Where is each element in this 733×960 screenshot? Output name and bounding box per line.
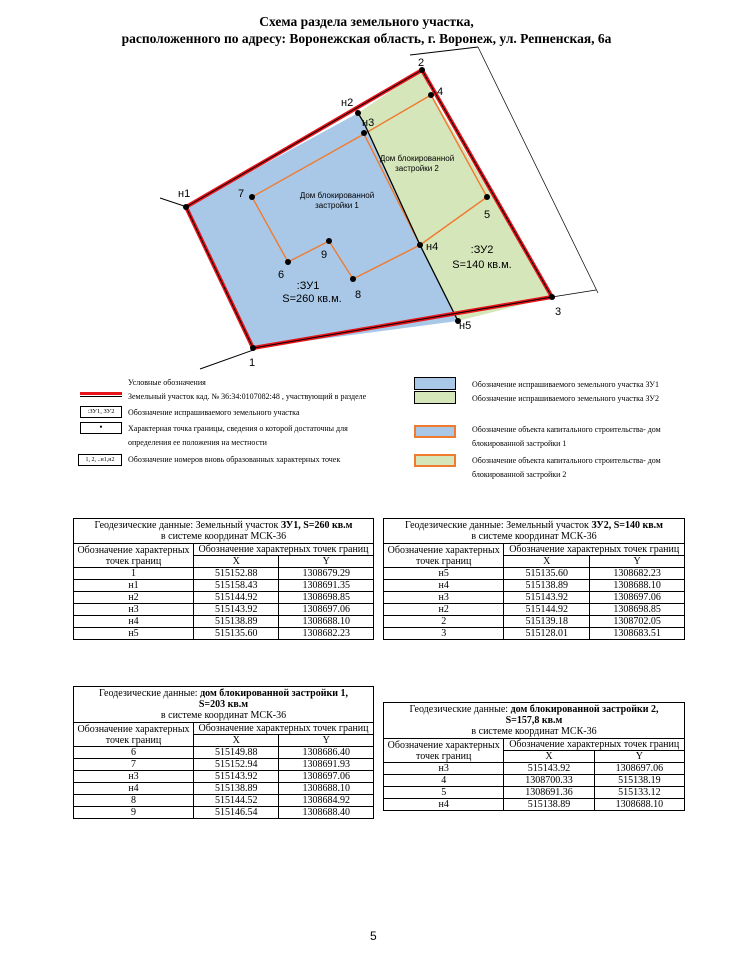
title-line-1: Схема раздела земельного участка, [259,14,474,29]
point-n3 [361,130,367,136]
point-cell: н3 [74,771,194,783]
table-row [384,592,685,604]
legend-point-text-2: определения ее положения на местности [128,438,267,447]
x-cell: 515138.89 [504,580,590,592]
table-house1-title-prefix: Геодезические данные: [99,688,201,699]
point-9 [326,238,332,244]
point-cell: н2 [384,604,504,616]
table-zu1-col-point: Обозначение характерных точек границ [74,544,194,568]
table-house2-title-bold: дом блокированной застройки 2, [510,704,659,715]
table-house2-subtitle: в системе координат МСК-36 [471,726,597,737]
x-cell: 515138.89 [504,799,594,811]
label-point-8: 8 [355,289,362,301]
legend-point-symbol: • [80,422,122,434]
y-cell: 1308679.29 [279,568,374,580]
legend-parcel-swatch [80,392,122,397]
table-zu1-subtitle: в системе координат МСК-36 [160,531,287,542]
table-row [74,747,374,759]
legend-zu1-swatch [414,377,456,390]
legend-numbers-symbol: 1, 2, ..н1,н2 [78,454,122,466]
table-row [384,787,685,799]
x-cell: 515143.92 [504,592,590,604]
table-zu2-title-prefix: Геодезические данные: Земельный участок [405,520,592,531]
label-point-5: 5 [484,209,491,221]
table-row [74,807,374,819]
y-cell: 1308688.10 [279,783,374,795]
table-zu1-col-x: X [194,556,279,568]
point-6 [285,259,291,265]
y-cell: 1308698.85 [279,592,374,604]
zu2-area-label: S=140 кв.м. [452,259,512,271]
y-cell: 1308697.06 [590,592,685,604]
point-7 [249,194,255,200]
point-4 [428,92,434,98]
table-row [384,799,685,811]
y-cell: 1308688.10 [594,799,684,811]
table-row [384,763,685,775]
x-cell: 515138.89 [194,616,279,628]
point-cell: н3 [384,763,504,775]
table-house1-col-coords: Обозначение характерных точек границ [194,723,374,735]
table-house1-title-bold2: S=203 кв.м [198,699,249,710]
table-row [384,616,685,628]
x-cell: 515149.88 [194,747,279,759]
y-cell: 1308698.85 [590,604,685,616]
legend-heading: Условные обозначения [128,378,206,387]
legend-zu1-text: Обозначение испрашиваемого земельного участка ЗУ1 [472,380,659,389]
legend-building1-text-1: Обозначение объекта капитального строительства- дом [472,425,661,434]
table-house2-col-point: Обозначение характерных точек границ [384,739,504,763]
point-5 [484,194,490,200]
x-cell: 515143.92 [194,604,279,616]
point-cell: н5 [384,568,504,580]
table-zu2-title [384,519,685,544]
label-point-n3: н3 [362,117,375,129]
title-line-2: расположенного по адресу: Воронежская область, г. Воронеж, ул. Репненская, 6а [121,31,612,46]
table-zu2-col-y: Y [590,556,685,568]
label-point-2: 2 [418,57,425,69]
table-row [384,580,685,592]
x-cell: 515144.52 [194,795,279,807]
legend-building2-text-2: блокированной застройки 2 [472,470,567,479]
x-cell: 515152.94 [194,759,279,771]
table-row [74,604,374,616]
table-house2-col-x: X [504,751,594,763]
table-house2 [383,702,685,811]
table-zu2-subtitle: в системе координат МСК-36 [471,531,597,542]
table-house1-title [74,687,374,723]
y-cell: 1308684.92 [279,795,374,807]
x-cell: 515152.88 [194,568,279,580]
table-house1-col-point: Обозначение характерных точек границ [74,723,194,747]
y-cell: 1308688.10 [590,580,685,592]
x-cell: 515135.60 [504,568,590,580]
x-cell: 515135.60 [194,628,279,640]
label-point-1: 1 [249,357,256,369]
point-cell: 5 [384,787,504,799]
y-cell: 1308702.05 [590,616,685,628]
table-row [384,604,685,616]
context-line [200,349,256,369]
legend-zu-symbol: :ЗУ1, ЗУ2 [80,406,122,418]
table-house1-title-bold: дом блокированной застройки 1, [200,688,348,699]
x-cell: 1308691.36 [504,787,594,799]
point-3 [549,294,555,300]
table-row [74,592,374,604]
point-cell: 9 [74,807,194,819]
table-zu2-title-bold: ЗУ2, S=140 кв.м [591,520,663,531]
point-cell: 3 [384,628,504,640]
y-cell: 1308682.23 [279,628,374,640]
context-line [552,290,596,297]
point-cell: н4 [74,616,194,628]
label-point-4: 4 [437,86,444,98]
y-cell: 1308683.51 [590,628,685,640]
x-cell: 515138.89 [194,783,279,795]
y-cell: 1308697.06 [279,771,374,783]
zu2-name-label: :ЗУ2 [470,244,494,256]
table-house1-col-y: Y [279,735,374,747]
legend-building2-swatch [414,454,456,467]
point-cell: н3 [384,592,504,604]
label-point-9: 9 [321,249,328,261]
point-8 [350,276,356,282]
table-zu1-title-prefix: Геодезические данные: Земельный участок [94,520,281,531]
y-cell: 1308686.40 [279,747,374,759]
zu1-name-label: :ЗУ1 [296,280,320,292]
x-cell: 515146.54 [194,807,279,819]
table-row [74,616,374,628]
table-zu2-col-point: Обозначение характерных точек границ [384,544,504,568]
land-plan-diagram [0,0,733,380]
table-zu1-title [74,519,374,544]
table-zu1-title-bold: ЗУ1, S=260 кв.м [280,520,353,531]
house-1-label-line2: застройки 1 [315,201,359,210]
y-cell: 1308682.23 [590,568,685,580]
y-cell: 515133.12 [594,787,684,799]
y-cell: 1308691.35 [279,580,374,592]
table-house2-title [384,703,685,739]
y-cell: 1308691.93 [279,759,374,771]
legend-building1-text-2: блокированной застройки 1 [472,439,567,448]
label-point-3: 3 [555,306,562,318]
x-cell: 515139.18 [504,616,590,628]
y-cell: 1308697.06 [594,763,684,775]
table-row [74,628,374,640]
table-row [74,759,374,771]
table-row [384,568,685,580]
legend-zu2-swatch [414,391,456,404]
label-point-n4: н4 [426,241,439,253]
table-row [384,775,685,787]
x-cell: 515158.43 [194,580,279,592]
y-cell: 1308688.40 [279,807,374,819]
table-house1-subtitle: в системе координат МСК-36 [160,710,287,721]
legend-parcel-text: Земельный участок кад. № 36:34:0107082:48 , участвующий в разделе [128,392,367,401]
label-point-n1: н1 [178,188,191,200]
legend-zu2-text: Обозначение испрашиваемого земельного участка ЗУ2 [472,394,659,403]
table-zu2 [383,518,685,640]
x-cell: 515144.92 [504,604,590,616]
table-house2-col-y: Y [594,751,684,763]
point-cell: н4 [384,580,504,592]
point-n2 [355,110,361,116]
y-cell: 1308697.06 [279,604,374,616]
table-house1-col-x: X [194,735,279,747]
x-cell: 1308700.33 [504,775,594,787]
table-zu2-col-coords: Обозначение характерных точек границ [504,544,685,556]
point-1 [250,345,256,351]
point-cell: н1 [74,580,194,592]
label-point-7: 7 [238,188,245,200]
table-row [74,568,374,580]
point-cell: н3 [74,604,194,616]
point-cell: н2 [74,592,194,604]
legend-numbers-text: Обозначение номеров вновь образованных характерных точек [128,455,341,464]
label-point-n2: н2 [341,97,354,109]
legend-point-text-1: Характерная точка границы, сведения о которой достаточны для [128,424,348,433]
page-number: 5 [370,929,377,943]
table-row [384,628,685,640]
legend-building2-text-1: Обозначение объекта капитального строительства- дом [472,456,661,465]
point-cell: 8 [74,795,194,807]
table-row [74,580,374,592]
legend-building1-swatch [414,425,456,438]
table-zu1-col-coords: Обозначение характерных точек границ [194,544,374,556]
table-house2-title-bold2: S=157,8 кв.м [505,715,563,726]
point-cell: н5 [74,628,194,640]
label-point-n5: н5 [459,320,472,332]
table-row [74,771,374,783]
x-cell: 515128.01 [504,628,590,640]
x-cell: 515143.92 [194,771,279,783]
point-cell: 7 [74,759,194,771]
point-cell: 1 [74,568,194,580]
house-2-label-line2: застройки 2 [395,164,439,173]
y-cell: 1308688.10 [279,616,374,628]
point-cell: 6 [74,747,194,759]
table-house1 [73,686,374,819]
point-n1 [183,204,189,210]
x-cell: 515143.92 [504,763,594,775]
table-zu1 [73,518,374,640]
zu1-area-label: S=260 кв.м. [282,293,342,305]
point-n4 [417,242,423,248]
table-row [74,783,374,795]
house-2-label-line1: Дом блокированной [379,154,455,163]
table-row [74,795,374,807]
house-1-label-line1: Дом блокированной [299,191,375,200]
legend-zu-text: Обозначение испрашиваемого земельного участка [128,408,300,417]
point-cell: 2 [384,616,504,628]
table-zu2-col-x: X [504,556,590,568]
table-house2-col-coords: Обозначение характерных точек границ [504,739,685,751]
table-zu1-col-y: Y [279,556,374,568]
table-house2-title-prefix: Геодезические данные: [409,704,511,715]
context-line [410,47,478,55]
point-cell: н4 [74,783,194,795]
x-cell: 515144.92 [194,592,279,604]
label-point-6: 6 [278,269,285,281]
point-cell: 4 [384,775,504,787]
y-cell: 515138.19 [594,775,684,787]
point-cell: н4 [384,799,504,811]
